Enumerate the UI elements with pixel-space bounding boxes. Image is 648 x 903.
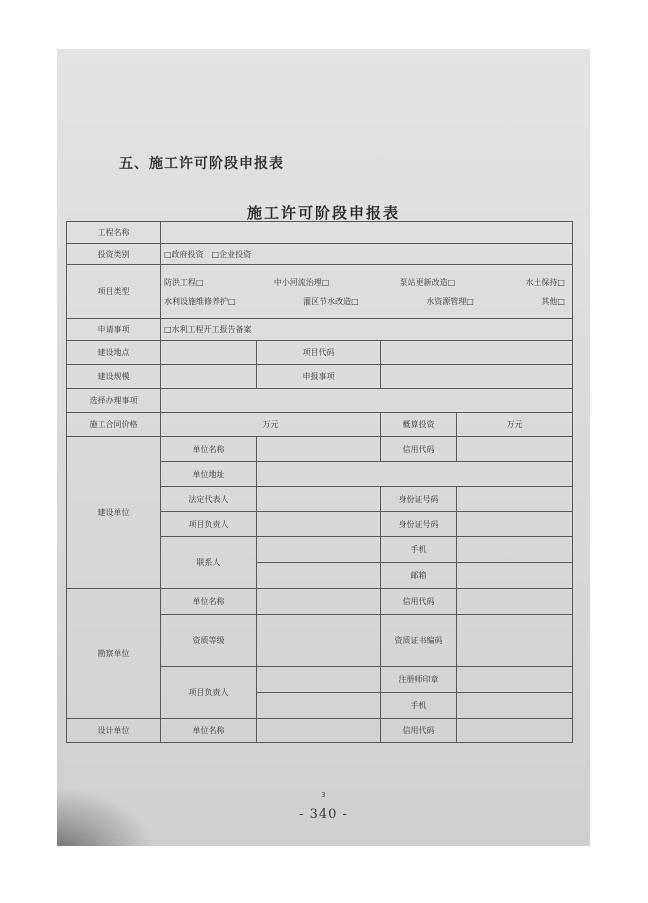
option-river-management[interactable]: 中小河流治理□ bbox=[273, 277, 330, 287]
field-cu-unit-name[interactable] bbox=[257, 437, 381, 462]
label-budget: 概算投资 bbox=[381, 413, 457, 437]
option-facility-maintenance[interactable]: 水利设施维修养护□ bbox=[164, 296, 236, 306]
document-page bbox=[57, 49, 590, 846]
row-project-type bbox=[67, 265, 573, 319]
field-contract-price[interactable]: 万元 bbox=[161, 413, 381, 437]
field-project-name[interactable] bbox=[161, 222, 573, 244]
label-cu-project-lead: 项目负责人 bbox=[161, 512, 257, 537]
field-cu-mobile[interactable] bbox=[457, 537, 573, 563]
label-cu-unit-name: 单位名称 bbox=[161, 437, 257, 462]
field-su-qualification[interactable] bbox=[257, 615, 381, 667]
field-su-credit-code[interactable] bbox=[457, 589, 573, 615]
row-investment-type bbox=[67, 244, 573, 265]
label-project-type: 项目类型 bbox=[67, 265, 161, 319]
label-project-name: 工程名称 bbox=[67, 222, 161, 244]
field-cu-address[interactable] bbox=[257, 462, 573, 487]
row-su-unit-name bbox=[67, 589, 573, 615]
label-survey-unit: 勘察单位 bbox=[67, 589, 161, 719]
label-design-unit: 设计单位 bbox=[67, 719, 161, 743]
label-application: 申请事项 bbox=[67, 319, 161, 341]
field-du-credit-code[interactable] bbox=[457, 719, 573, 743]
investment-type-options[interactable]: □政府投资 □企业投资 bbox=[161, 244, 573, 265]
row-application bbox=[67, 319, 573, 341]
field-cu-email[interactable] bbox=[457, 563, 573, 589]
row-project-name bbox=[67, 222, 573, 244]
label-du-unit-name: 单位名称 bbox=[161, 719, 257, 743]
form-title: 施工许可阶段申报表 bbox=[246, 204, 400, 222]
field-cu-id-1[interactable] bbox=[457, 487, 573, 512]
label-su-qualification: 资质等级 bbox=[161, 615, 257, 667]
field-du-unit-name[interactable] bbox=[257, 719, 381, 743]
field-optional-items[interactable] bbox=[161, 389, 573, 413]
option-pump-station[interactable]: 泵站更新改造□ bbox=[399, 277, 456, 287]
label-su-cert-no: 资质证书编码 bbox=[381, 615, 457, 667]
field-cu-contact-1[interactable] bbox=[257, 537, 381, 563]
field-su-cert-no[interactable] bbox=[457, 615, 573, 667]
row-scale bbox=[67, 365, 573, 389]
label-cu-contact: 联系人 bbox=[161, 537, 257, 589]
row-location bbox=[67, 341, 573, 365]
field-cu-legal-rep[interactable] bbox=[257, 487, 381, 512]
label-su-mobile: 手机 bbox=[381, 693, 457, 719]
label-investment-type: 投资类别 bbox=[67, 244, 161, 265]
label-su-engineer-seal: 注册师印章 bbox=[381, 667, 457, 693]
field-scale[interactable] bbox=[161, 365, 257, 389]
field-location[interactable] bbox=[161, 341, 257, 365]
field-su-project-lead-1[interactable] bbox=[257, 667, 381, 693]
label-optional-items: 选择办理事项 bbox=[67, 389, 161, 413]
label-scale: 建设规模 bbox=[67, 365, 161, 389]
label-cu-address: 单位地址 bbox=[161, 462, 257, 487]
field-cu-contact-2[interactable] bbox=[257, 563, 381, 589]
option-water-management[interactable]: 水资源管理□ bbox=[426, 296, 474, 306]
section-heading: 五、施工许可阶段申报表 bbox=[119, 156, 284, 172]
option-other[interactable]: 其他□ bbox=[541, 296, 565, 306]
page-number: - 340 - bbox=[299, 807, 348, 822]
label-cu-credit-code: 信用代码 bbox=[381, 437, 457, 462]
field-budget[interactable]: 万元 bbox=[457, 413, 573, 437]
label-project-code: 项目代码 bbox=[257, 341, 381, 365]
row-cu-unit-name bbox=[67, 437, 573, 462]
row-design-unit bbox=[67, 719, 573, 743]
label-construction-unit: 建设单位 bbox=[67, 437, 161, 589]
field-su-mobile[interactable] bbox=[457, 693, 573, 719]
label-location: 建设地点 bbox=[67, 341, 161, 365]
field-project-code[interactable] bbox=[381, 341, 573, 365]
field-declare-item[interactable] bbox=[381, 365, 573, 389]
project-type-options[interactable] bbox=[161, 265, 573, 319]
label-cu-id-2: 身份证号码 bbox=[381, 512, 457, 537]
row-contract-price bbox=[67, 413, 573, 437]
field-su-project-lead-2[interactable] bbox=[257, 693, 381, 719]
row-optional-items bbox=[67, 389, 573, 413]
option-irrigation[interactable]: 灌区节水改造□ bbox=[303, 296, 359, 306]
option-soil-conservation[interactable]: 水土保持□ bbox=[525, 277, 565, 287]
application-option[interactable]: □水利工程开工报告备案 bbox=[161, 319, 573, 341]
label-su-unit-name: 单位名称 bbox=[161, 589, 257, 615]
field-su-unit-name[interactable] bbox=[257, 589, 381, 615]
field-cu-project-lead[interactable] bbox=[257, 512, 381, 537]
field-cu-id-2[interactable] bbox=[457, 512, 573, 537]
label-cu-legal-rep: 法定代表人 bbox=[161, 487, 257, 512]
footer-mark: 3 bbox=[321, 791, 326, 799]
field-cu-credit-code[interactable] bbox=[457, 437, 573, 462]
label-contract-price: 施工合同价格 bbox=[67, 413, 161, 437]
option-flood-control[interactable]: 防洪工程□ bbox=[164, 277, 204, 287]
field-su-engineer-seal[interactable] bbox=[457, 667, 573, 693]
label-cu-mobile: 手机 bbox=[381, 537, 457, 563]
label-cu-email: 邮箱 bbox=[381, 563, 457, 589]
label-su-credit-code: 信用代码 bbox=[381, 589, 457, 615]
label-su-project-lead: 项目负责人 bbox=[161, 667, 257, 719]
application-form-table bbox=[66, 221, 573, 743]
label-du-credit-code: 信用代码 bbox=[381, 719, 457, 743]
label-cu-id-1: 身份证号码 bbox=[381, 487, 457, 512]
label-declare-item: 申报事项 bbox=[257, 365, 381, 389]
